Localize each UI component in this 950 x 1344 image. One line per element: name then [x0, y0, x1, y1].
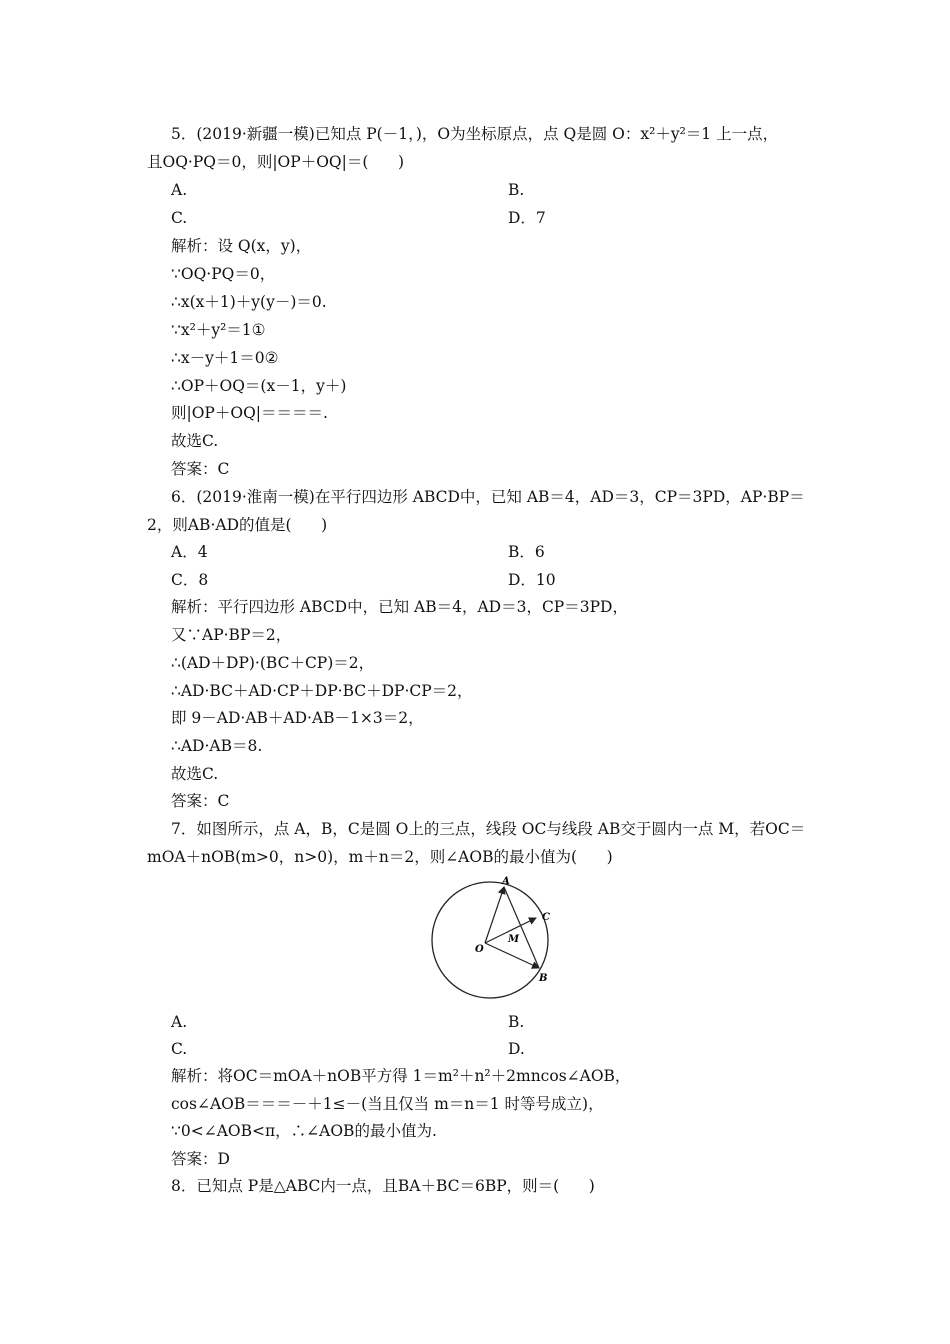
q6-solution-line: ∴AD·AB＝8.: [171, 737, 263, 755]
q8-stem-line-1: 8．已知点 P是△ABC内一点，且BA＋BC＝6BP，则＝( ): [171, 1177, 595, 1195]
q7-option-b: B.: [508, 1013, 525, 1031]
q5-stem-line-2: 且OQ·PQ＝0，则|OP＋OQ|＝( ): [147, 153, 404, 171]
q5-option-d: D．7: [508, 209, 546, 227]
q7-option-d: D.: [508, 1040, 525, 1058]
q6-solution-line: 故选C.: [171, 765, 219, 783]
label-b: B: [539, 973, 548, 984]
label-m: M: [508, 934, 520, 945]
q6-answer: 答案：C: [171, 792, 230, 810]
q5-option-b: B.: [508, 181, 525, 199]
q7-stem-line-2: mOA＋nOB(m>0，n>0)，m＋n＝2，则∠AOB的最小值为( ): [147, 848, 613, 866]
q5-solution-line: 则|OP＋OQ|＝＝＝＝.: [171, 404, 328, 422]
q6-solution-line: ∴(AD＋DP)·(BC＋CP)＝2，: [171, 654, 375, 672]
q7-answer: 答案：D: [171, 1150, 230, 1168]
circle-diagram: [420, 870, 560, 1010]
q6-solution-line: 又∵AP·BP＝2，: [171, 626, 292, 644]
q5-solution-line: ∵x²＋y²＝1①: [171, 321, 266, 339]
q7-solution-line: ∵0<∠AOB<π，∴∠AOB的最小值为.: [171, 1122, 437, 1140]
label-o: O: [475, 944, 484, 955]
q5-option-c: C.: [171, 209, 188, 227]
q6-solution-line: 即 9－AD·AB＋AD·AB－1×3＝2，: [171, 709, 424, 727]
segment-ab: [504, 887, 539, 968]
q6-solution-line: ∴AD·BC＋AD·CP＋DP·BC＋DP·CP＝2，: [171, 682, 473, 700]
q5-solution-line: ∴OP＋OQ＝(x－1，y＋): [171, 377, 347, 395]
q6-stem-line-2: 2，则AB·AD的值是( ): [147, 516, 328, 534]
q6-option-c: C．8: [171, 571, 209, 589]
q6-option-a: A．4: [171, 543, 208, 561]
q6-option-b: B．6: [508, 543, 545, 561]
q5-stem-line-1: 5．(2019·新疆一模)已知点 P(－1，)，O为坐标原点，点 Q是圆 O：x²＋y²＝1 上一点，: [171, 125, 779, 143]
q5-solution-line: ∵OQ·PQ＝0，: [171, 265, 276, 283]
q5-solution-line: 故选C.: [171, 432, 219, 450]
q5-solution-line: 解析：设 Q(x，y)，: [171, 237, 312, 255]
circle-figure: [420, 870, 560, 1010]
q5-answer: 答案：C: [171, 460, 230, 478]
q5-solution-line: ∴x(x＋1)＋y(y－)＝0.: [171, 293, 327, 311]
label-a: A: [502, 876, 510, 887]
q6-solution-line: 解析：平行四边形 ABCD中，已知 AB＝4，AD＝3，CP＝3PD，: [171, 598, 628, 616]
q6-option-d: D．10: [508, 571, 556, 589]
q7-solution-line: 解析：将OC＝mOA＋nOB平方得 1＝m²＋n²＋2mncos∠AOB，: [171, 1067, 631, 1085]
label-c: C: [542, 912, 550, 923]
q7-stem-line-1: 7．如图所示，点 A，B，C是圆 O上的三点，线段 OC与线段 AB交于圆内一点 M，若OC＝: [171, 820, 806, 838]
q7-solution-line: cos∠AOB＝＝＝－＋1≤－(当且仅当 m＝n＝1 时等号成立)，: [171, 1095, 604, 1113]
vector-ob: [485, 943, 539, 968]
q5-solution-line: ∴x－y＋1＝0②: [171, 349, 279, 367]
q6-stem-line-1: 6．(2019·淮南一模)在平行四边形 ABCD中，已知 AB＝4，AD＝3，CP＝3PD，AP·BP＝: [171, 488, 805, 506]
q5-option-a: A.: [171, 181, 188, 199]
q7-option-c: C.: [171, 1040, 188, 1058]
q7-option-a: A.: [171, 1013, 188, 1031]
